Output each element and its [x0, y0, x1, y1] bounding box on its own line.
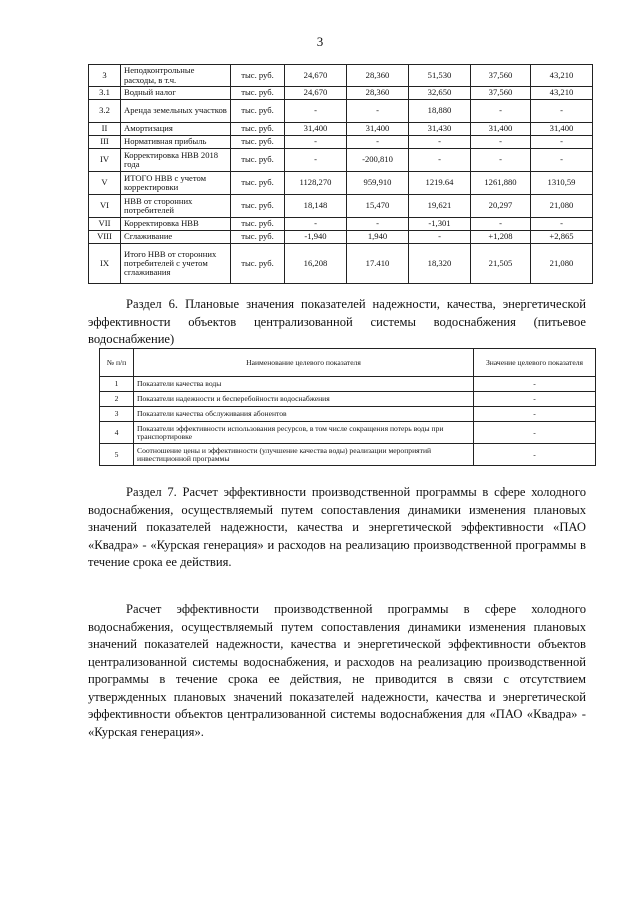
row-value: 17.410 [347, 244, 409, 284]
row-value: 1219.64 [409, 172, 471, 195]
row-value: - [531, 136, 593, 149]
row-value: 24,670 [285, 87, 347, 100]
row-value: 21,505 [471, 244, 531, 284]
table-row [89, 100, 593, 123]
row-value: 31,400 [285, 123, 347, 136]
page-number: 3 [316, 34, 324, 49]
financial-table-body [89, 65, 593, 284]
row-value: 28,360 [347, 87, 409, 100]
row-value: 31,400 [531, 123, 593, 136]
row-number: 3.1 [89, 87, 121, 100]
row-value: 43,210 [531, 65, 593, 87]
row-unit: тыс. руб. [231, 172, 285, 195]
row-value: -1,301 [409, 218, 471, 231]
row-value: 21,080 [531, 244, 593, 284]
row-number: VIII [89, 231, 121, 244]
row-number: III [89, 136, 121, 149]
indicator-name: Показатели качества воды [134, 377, 474, 392]
table-row [89, 87, 593, 100]
indicator-name: Показатели эффективности использования ресурсов, в том числе сокращения потерь воды при транспортировке [134, 422, 474, 444]
row-unit: тыс. руб. [231, 218, 285, 231]
targets-table-body [100, 377, 596, 466]
row-value: 19,621 [409, 195, 471, 218]
indicator-value: - [474, 444, 596, 466]
row-value: - [347, 136, 409, 149]
indicator-name: Показатели качества обслуживания абонентов [134, 407, 474, 422]
table-row [100, 407, 596, 422]
section-7-body: Расчет эффективности производственной программы в сфере холодного водоснабжения, осуществляемый путем сопоставления динамики изменения плановых значений показателей надежности, качества и энергетической эффективности объектов централизованной системы водоснабжения, и расходов на реализацию производственной программы в течение срока ее действия, не приводится в связи с отсутствием утвержденных плановых значений показателей надежности, качества и энергетической эффективности объектов централизованной системы водоснабжения для «ПАО «Квадра» - «Курская генерация». [88, 602, 586, 739]
row-name: Нормативная прибыль [121, 136, 231, 149]
row-value: 24,670 [285, 65, 347, 87]
row-value: 51,530 [409, 65, 471, 87]
targets-header-value: Значение целевого показателя [474, 349, 596, 377]
row-value: 959,910 [347, 172, 409, 195]
indicator-value: - [474, 407, 596, 422]
section-6-heading: Раздел 6. Плановые значения показателей надежности, качества, энергетической эффективности объектов централизованной системы водоснабжения (питьевое водоснабжение) [88, 297, 586, 346]
targets-header-num: № п/п [100, 349, 134, 377]
row-value: 1128,270 [285, 172, 347, 195]
row-value: 18,148 [285, 195, 347, 218]
table-row [89, 136, 593, 149]
indicator-number: 4 [100, 422, 134, 444]
row-value: - [285, 136, 347, 149]
row-number: II [89, 123, 121, 136]
indicator-name: Соотношение цены и эффективности (улучшение качества воды) реализации мероприятий инвестиционной программы [134, 444, 474, 466]
table-row [89, 65, 593, 87]
table-row [100, 422, 596, 444]
indicator-number: 3 [100, 407, 134, 422]
table-row [100, 392, 596, 407]
row-name: НВВ от сторонних потребителей [121, 195, 231, 218]
row-unit: тыс. руб. [231, 87, 285, 100]
row-value: - [471, 149, 531, 172]
indicator-number: 1 [100, 377, 134, 392]
row-unit: тыс. руб. [231, 149, 285, 172]
table-row [89, 123, 593, 136]
row-value: - [409, 149, 471, 172]
row-value: - [531, 218, 593, 231]
row-value: -1,940 [285, 231, 347, 244]
row-value: 15,470 [347, 195, 409, 218]
row-value: 1310,59 [531, 172, 593, 195]
row-value: - [471, 218, 531, 231]
row-unit: тыс. руб. [231, 195, 285, 218]
row-name: Корректировка НВВ 2018 года [121, 149, 231, 172]
row-value: 32,650 [409, 87, 471, 100]
row-number: 3 [89, 65, 121, 87]
row-value: 37,560 [471, 65, 531, 87]
row-name: Сглаживание [121, 231, 231, 244]
row-name: Водный налог [121, 87, 231, 100]
row-number: V [89, 172, 121, 195]
row-value: - [347, 100, 409, 123]
row-unit: тыс. руб. [231, 244, 285, 284]
table-row [89, 231, 593, 244]
row-name: Аренда земельных участков [121, 100, 231, 123]
row-value: - [531, 149, 593, 172]
row-unit: тыс. руб. [231, 123, 285, 136]
table-row [89, 195, 593, 218]
row-unit: тыс. руб. [231, 65, 285, 87]
section-7-heading: Раздел 7. Расчет эффективности производственной программы в сфере холодного водоснабжения, осуществляемый путем сопоставления динамики изменения плановых значений показателей надежности, качества и энергетической эффективности «ПАО «Квадра» - «Курская генерация» и расходов на реализацию производственной программы в течение срока ее действия. [88, 485, 586, 569]
table-row [89, 149, 593, 172]
row-value: - [409, 231, 471, 244]
row-value: 18,320 [409, 244, 471, 284]
row-value: 31,400 [471, 123, 531, 136]
row-value: 31,400 [347, 123, 409, 136]
row-name: Амортизация [121, 123, 231, 136]
row-value: - [285, 100, 347, 123]
indicator-value: - [474, 422, 596, 444]
row-number: 3.2 [89, 100, 121, 123]
indicator-value: - [474, 392, 596, 407]
row-name: ИТОГО НВВ с учетом корректировки [121, 172, 231, 195]
table-row [100, 444, 596, 466]
table-row [100, 377, 596, 392]
table-row [89, 172, 593, 195]
targets-header-name: Наименование целевого показателя [134, 349, 474, 377]
row-value: 31,430 [409, 123, 471, 136]
row-value: 20,297 [471, 195, 531, 218]
indicator-value: - [474, 377, 596, 392]
row-value: 18,880 [409, 100, 471, 123]
indicator-name: Показатели надежности и бесперебойности водоснабжения [134, 392, 474, 407]
row-name: Неподконтрольные расходы, в т.ч. [121, 65, 231, 87]
row-value: 1261,880 [471, 172, 531, 195]
row-value: 21,080 [531, 195, 593, 218]
row-value: 16,208 [285, 244, 347, 284]
row-value: 37,560 [471, 87, 531, 100]
financial-table [88, 64, 593, 284]
row-name: Корректировка НВВ [121, 218, 231, 231]
row-unit: тыс. руб. [231, 231, 285, 244]
row-value: +2,865 [531, 231, 593, 244]
row-value: - [409, 136, 471, 149]
row-value: +1,208 [471, 231, 531, 244]
row-value: 28,360 [347, 65, 409, 87]
row-unit: тыс. руб. [231, 136, 285, 149]
row-number: IV [89, 149, 121, 172]
row-value: - [285, 149, 347, 172]
indicator-number: 5 [100, 444, 134, 466]
targets-table [99, 348, 596, 466]
row-value: 1,940 [347, 231, 409, 244]
row-value: - [471, 100, 531, 123]
row-unit: тыс. руб. [231, 100, 285, 123]
table-row [89, 244, 593, 284]
table-row [89, 218, 593, 231]
row-number: VI [89, 195, 121, 218]
row-value: 43,210 [531, 87, 593, 100]
row-name: Итого НВВ от сторонних потребителей с учетом сглаживания [121, 244, 231, 284]
row-value: -200,810 [347, 149, 409, 172]
row-number: VII [89, 218, 121, 231]
row-value: - [347, 218, 409, 231]
indicator-number: 2 [100, 392, 134, 407]
row-value: - [285, 218, 347, 231]
row-value: - [531, 100, 593, 123]
row-value: - [471, 136, 531, 149]
row-number: IX [89, 244, 121, 284]
